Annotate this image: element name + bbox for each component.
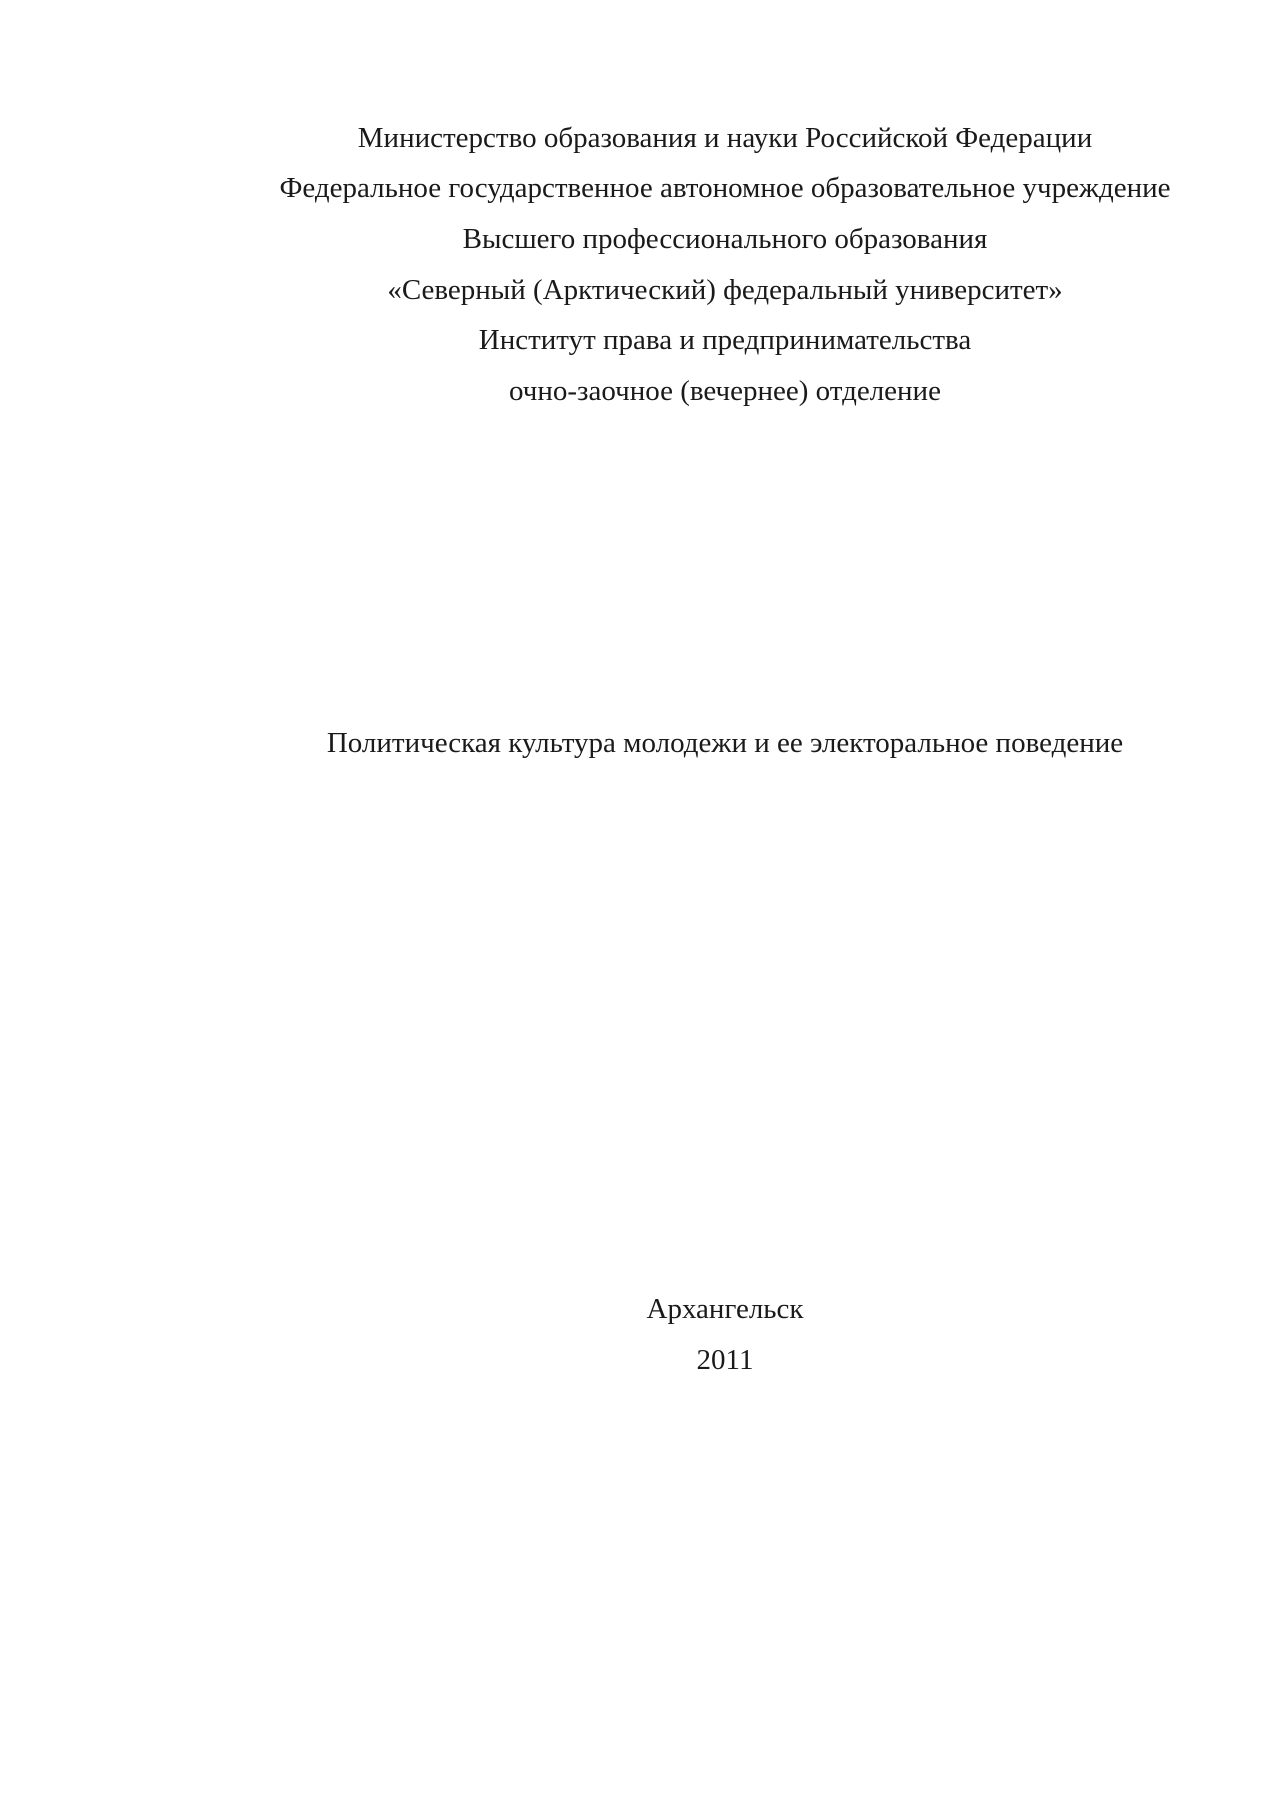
education-level-line: Высшего профессионального образования [462,223,988,255]
institute-line: Институт права и предпринимательства [478,324,972,356]
document-title: Политическая культура молодежи и ее электоральное поведение [326,727,1124,759]
year-line: 2011 [696,1344,754,1376]
department-line: очно-заочное (вечернее) отделение [509,375,941,407]
institution-type-line: Федеральное государственное автономное образовательное учреждение [279,172,1171,204]
ministry-line: Министерство образования и науки Российской Федерации [357,122,1093,154]
university-line: «Северный (Арктический) федеральный университет» [387,274,1063,306]
city-line: Архангельск [646,1293,804,1325]
